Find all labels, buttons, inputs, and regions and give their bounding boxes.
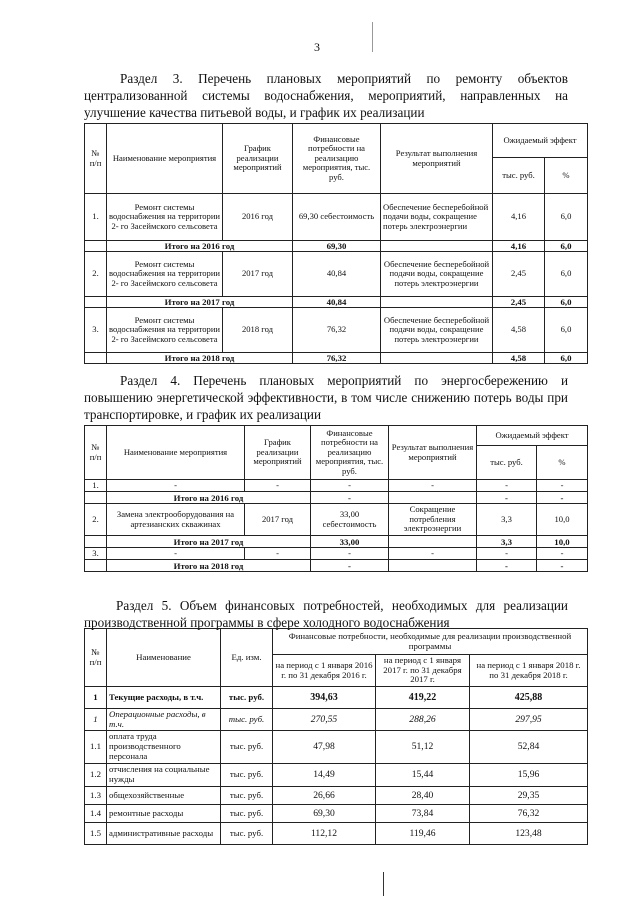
row-num: 1.3 [85, 787, 107, 805]
row-value-2016: 270,55 [273, 709, 376, 731]
header-schedule: График реализации мероприятий [223, 124, 293, 194]
row-effect-pct: 10,0 [537, 504, 588, 536]
total-label: Итого на 2017 год [107, 536, 311, 548]
row-num: 1 [85, 709, 107, 731]
row-effect-pct: 6,0 [545, 308, 588, 353]
header-finance-group: Финансовые потребности, необходимые для реализации производственной программы [273, 629, 588, 655]
row-finance: 76,32 [293, 308, 381, 353]
row-value-2017: 119,46 [376, 823, 470, 845]
row-value-2018: 76,32 [470, 805, 588, 823]
row-value-2018: 425,88 [470, 687, 588, 709]
row-value-2018: 123,48 [470, 823, 588, 845]
page-number: 3 [314, 40, 320, 54]
header-name: Наименование мероприятия [107, 426, 245, 480]
scan-mark-top [372, 22, 373, 52]
section-3-table [84, 123, 588, 364]
total-finance: 33,00 [311, 536, 389, 548]
row-year: 2018 год [223, 308, 293, 353]
row-result: - [389, 548, 477, 560]
row-name: Ремонт системы водоснабжения на территории 2- го Засеймского сельсовета [107, 194, 223, 241]
header-period-2017: на период с 1 января 2017 г. по 31 декабря 2017 г. [376, 655, 470, 687]
row-name: административные расходы [107, 823, 221, 845]
header-unit: Ед. изм. [221, 629, 273, 687]
row-name: Ремонт системы водоснабжения на территории 2- го Засеймского сельсовета [107, 252, 223, 297]
total-row [85, 353, 588, 364]
table-row [85, 687, 588, 709]
row-name: оплата труда производственного персонала [107, 731, 221, 764]
row-effect-rub: - [477, 480, 537, 492]
row-value-2017: 73,84 [376, 805, 470, 823]
header-period-2016: на период с 1 января 2016 г. по 31 декабря 2016 г. [273, 655, 376, 687]
row-value-2017: 51,12 [376, 731, 470, 764]
row-year: - [245, 480, 311, 492]
row-name: - [107, 480, 245, 492]
table-row [85, 709, 588, 731]
total-finance: - [311, 492, 389, 504]
total-effect-pct: - [537, 492, 588, 504]
total-label: Итого на 2018 год [107, 560, 311, 572]
row-unit: тыс. руб. [221, 805, 273, 823]
header-name: Наименование мероприятия [107, 124, 223, 194]
row-year: 2016 год [223, 194, 293, 241]
row-effect-rub: 3,3 [477, 504, 537, 536]
total-row [85, 241, 588, 252]
header-finance: Финансовые потребности на реализацию мероприятия, тыс. руб. [293, 124, 381, 194]
total-label: Итого на 2016 год [107, 241, 293, 252]
total-effect-rub: 4,58 [493, 353, 545, 364]
row-value-2018: 29,35 [470, 787, 588, 805]
row-num: 1.1 [85, 731, 107, 764]
row-unit: тыс. руб. [221, 731, 273, 764]
total-effect-rub: 4,16 [493, 241, 545, 252]
table-row [85, 823, 588, 845]
row-num: 1.4 [85, 805, 107, 823]
header-effect: Ожидаемый эффект [477, 426, 588, 446]
total-effect-rub: - [477, 560, 537, 572]
row-name: Операционные расходы, в т.ч. [107, 709, 221, 731]
row-value-2017: 15,44 [376, 764, 470, 787]
row-year: - [245, 548, 311, 560]
row-finance: 40,84 [293, 252, 381, 297]
row-name: отчисления на социальные нужды [107, 764, 221, 787]
header-num: № п/п [85, 426, 107, 480]
row-num: 2. [85, 504, 107, 536]
row-unit: тыс. руб. [221, 823, 273, 845]
total-row [85, 297, 588, 308]
row-result: Сокращение потребления электроэнергии [389, 504, 477, 536]
row-name: Ремонт системы водоснабжения на территории 2- го Засеймского сельсовета [107, 308, 223, 353]
table-row [85, 480, 588, 492]
row-name: ремонтные расходы [107, 805, 221, 823]
row-effect-rub: 2,45 [493, 252, 545, 297]
header-name: Наименование [107, 629, 221, 687]
table-row [85, 764, 588, 787]
row-finance: 33,00 себестоимость [311, 504, 389, 536]
row-finance: - [311, 480, 389, 492]
row-value-2016: 26,66 [273, 787, 376, 805]
header-num: № п/п [85, 124, 107, 194]
row-finance: - [311, 548, 389, 560]
row-unit: тыс. руб. [221, 709, 273, 731]
total-effect-pct: - [537, 560, 588, 572]
total-effect-pct: 10,0 [537, 536, 588, 548]
section-5-table [84, 628, 588, 845]
row-result: Обеспечение бесперебойной подачи воды, сокращение потерь электроэнергии [381, 194, 493, 241]
header-effect-rub: тыс. руб. [493, 158, 545, 194]
table-row [85, 731, 588, 764]
total-effect-pct: 6,0 [545, 353, 588, 364]
row-effect-rub: 4,58 [493, 308, 545, 353]
row-num: 2. [85, 252, 107, 297]
row-year: 2017 год [223, 252, 293, 297]
table-row [85, 805, 588, 823]
total-effect-rub: 2,45 [493, 297, 545, 308]
row-value-2016: 14,49 [273, 764, 376, 787]
row-num: 1. [85, 480, 107, 492]
table-row [85, 504, 588, 536]
row-unit: тыс. руб. [221, 764, 273, 787]
row-value-2018: 52,84 [470, 731, 588, 764]
table-row [85, 252, 588, 297]
row-effect-rub: 4,16 [493, 194, 545, 241]
row-finance: 69,30 себестоимость [293, 194, 381, 241]
row-num: 3. [85, 308, 107, 353]
total-effect-rub: - [477, 492, 537, 504]
total-row [85, 492, 588, 504]
row-value-2016: 112,12 [273, 823, 376, 845]
table-row [85, 548, 588, 560]
row-value-2016: 47,98 [273, 731, 376, 764]
header-schedule: График реализации мероприятий [245, 426, 311, 480]
section-5-title: Раздел 5. Объем финансовых потребностей, необходимых для реализации производственной программы в сфере холодного водоснабжения [84, 598, 568, 630]
row-result: Обеспечение бесперебойной подачи воды, сокращение потерь электроэнергии [381, 308, 493, 353]
row-unit: тыс. руб. [221, 687, 273, 709]
row-effect-pct: - [537, 480, 588, 492]
section-4-title: Раздел 4. Перечень плановых мероприятий по энергосбережению и повышению энергетической эффективности, в том числе снижению потерь воды при транспортировке, и график их реализации [84, 373, 568, 422]
total-label: Итого на 2017 год [107, 297, 293, 308]
total-finance: - [311, 560, 389, 572]
table-row [85, 308, 588, 353]
header-effect-pct: % [537, 446, 588, 480]
total-effect-rub: 3,3 [477, 536, 537, 548]
total-label: Итого на 2018 год [107, 353, 293, 364]
header-result: Результат выполнения мероприятий [381, 124, 493, 194]
row-value-2016: 394,63 [273, 687, 376, 709]
row-num: 3. [85, 548, 107, 560]
row-value-2017: 419,22 [376, 687, 470, 709]
row-name: Текущие расходы, в т.ч. [107, 687, 221, 709]
section-3-title: Раздел 3. Перечень плановых мероприятий по ремонту объектов централизованной системы водоснабжения, мероприятий, направленных на улучшение качества питьевой воды, и график их реализации [84, 71, 568, 120]
row-num: 1.5 [85, 823, 107, 845]
row-value-2017: 288,26 [376, 709, 470, 731]
total-row [85, 560, 588, 572]
row-unit: тыс. руб. [221, 787, 273, 805]
row-effect-pct: 6,0 [545, 194, 588, 241]
table-row [85, 194, 588, 241]
row-name: Замена электрооборудования на артезианских скважинах [107, 504, 245, 536]
total-effect-pct: 6,0 [545, 241, 588, 252]
row-value-2018: 297,95 [470, 709, 588, 731]
section-4-table [84, 425, 588, 572]
total-finance: 76,32 [293, 353, 381, 364]
total-effect-pct: 6,0 [545, 297, 588, 308]
scan-mark-bottom [383, 872, 384, 896]
total-finance: 40,84 [293, 297, 381, 308]
row-value-2018: 15,96 [470, 764, 588, 787]
header-result: Результат выполнения мероприятий [389, 426, 477, 480]
header-num: № п/п [85, 629, 107, 687]
table-row [85, 787, 588, 805]
row-name: - [107, 548, 245, 560]
header-effect-pct: % [545, 158, 588, 194]
header-finance: Финансовые потребности на реализацию мероприятия, тыс. руб. [311, 426, 389, 480]
total-finance: 69,30 [293, 241, 381, 252]
row-year: 2017 год [245, 504, 311, 536]
row-result: - [389, 480, 477, 492]
total-label: Итого на 2016 год [107, 492, 311, 504]
row-result: Обеспечение бесперебойной подачи воды, сокращение потерь электроэнергии [381, 252, 493, 297]
row-value-2016: 69,30 [273, 805, 376, 823]
row-effect-pct: 6,0 [545, 252, 588, 297]
row-num: 1.2 [85, 764, 107, 787]
total-row [85, 536, 588, 548]
row-num: 1 [85, 687, 107, 709]
row-effect-pct: - [537, 548, 588, 560]
row-value-2017: 28,40 [376, 787, 470, 805]
header-effect-rub: тыс. руб. [477, 446, 537, 480]
row-num: 1. [85, 194, 107, 241]
row-effect-rub: - [477, 548, 537, 560]
header-effect: Ожидаемый эффект [493, 124, 588, 158]
row-name: общехозяйственные [107, 787, 221, 805]
header-period-2018: на период с 1 января 2018 г. по 31 декабря 2018 г. [470, 655, 588, 687]
